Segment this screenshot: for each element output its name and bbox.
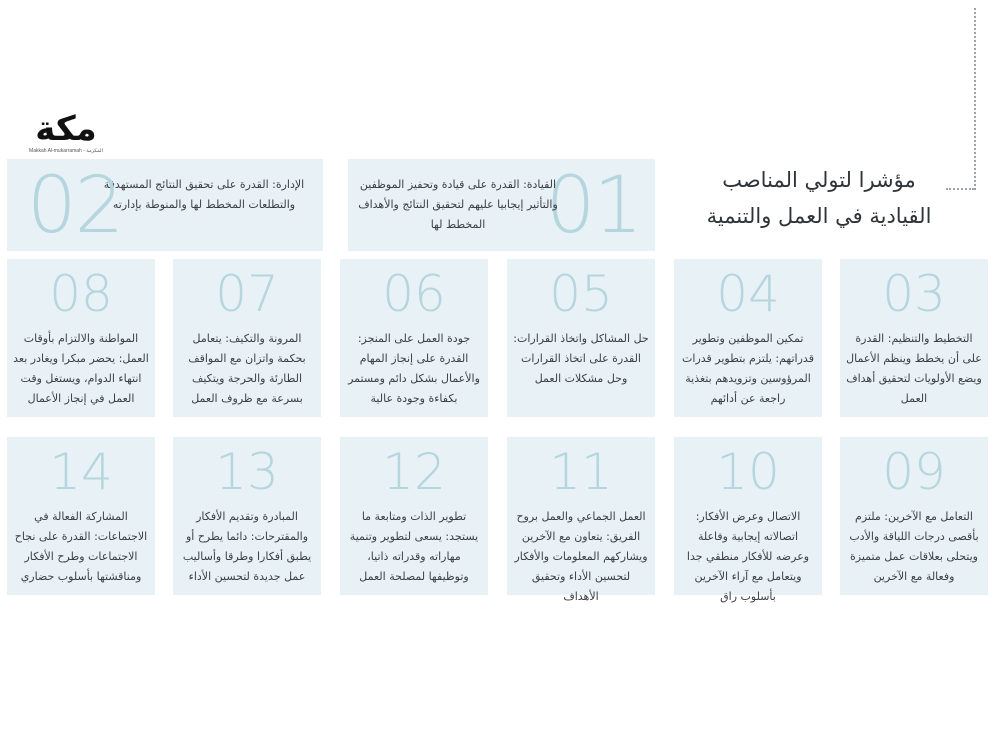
card-text: الإدارة: القدرة على تحقيق النتائج المستهدفة والتطلعات المخطط لها والمنوطة بإدارته xyxy=(103,178,305,211)
card-number: 10 xyxy=(716,443,780,501)
card-number: 08 xyxy=(49,265,113,323)
indicator-card-01 xyxy=(348,159,655,251)
card-number: 05 xyxy=(549,265,613,323)
card-number: 14 xyxy=(49,443,113,501)
indicator-card-09 xyxy=(840,437,988,595)
card-text: التخطيط والتنظيم: القدرة على أن يخطط وينظم الأعمال ويضع الأولويات لتحقيق أهداف العمل xyxy=(846,332,982,405)
indicator-card-13 xyxy=(173,437,321,595)
card-text: الاتصال وعرض الأفكار: اتصالاته إيجابية وفاعلة وعرضه للأفكار منطقي جدا ويتعامل مع آراء الآخرين بأسلوب راق xyxy=(686,510,810,603)
card-text: تطوير الذات ومتابعة ما يستجد: يسعى لتطوير وتنمية مهاراته وقدراته ذاتيا، وتوظيفها لمصلحة العمل xyxy=(349,510,479,583)
card-number: 09 xyxy=(882,443,946,501)
card-number: 13 xyxy=(215,443,279,501)
card-text: التعامل مع الآخرين: ملتزم بأقصى درجات اللياقة والأدب ويتحلى بعلاقات عمل متميزة وفعالة مع الآخرين xyxy=(849,510,979,583)
indicator-card-06 xyxy=(340,259,488,417)
decorative-dotted-line-corner xyxy=(946,188,974,190)
card-text: المبادرة وتقديم الأفكار والمقترحات: دائما يطرح أو يطبق أفكارا وطرقا وأساليب عمل جديدة لتحسين الأداء xyxy=(182,510,312,583)
card-text: حل المشاكل واتخاذ القرارات: القدرة على اتخاذ القرارات وحل مشكلات العمل xyxy=(513,332,649,385)
card-number: 06 xyxy=(382,265,446,323)
indicator-card-12 xyxy=(340,437,488,595)
infographic-title xyxy=(694,162,944,234)
card-number: 01 xyxy=(545,161,641,251)
indicator-card-05 xyxy=(507,259,655,417)
card-text: القيادة: القدرة على قيادة وتحفيز الموظفين والتأثير إيجابيا عليهم لتحقيق النتائج والأهداف المخطط لها xyxy=(358,178,558,231)
card-number: 04 xyxy=(716,265,780,323)
card-number: 02 xyxy=(27,161,123,251)
indicator-card-14 xyxy=(7,437,155,595)
logo-glyph: مكة xyxy=(35,109,97,149)
indicator-card-11 xyxy=(507,437,655,603)
indicator-card-02 xyxy=(7,159,323,251)
indicator-card-07 xyxy=(173,259,321,417)
card-number: 07 xyxy=(215,265,279,323)
card-text: جودة العمل على المنجز: القدرة على إنجاز المهام والأعمال بشكل دائم ومستمر بكفاءة وجودة عالية xyxy=(348,332,480,405)
card-number: 11 xyxy=(549,443,613,501)
makkah-logo xyxy=(22,109,110,158)
card-text: المرونة والتكيف: يتعامل بحكمة واتزان مع المواقف الطارئة والحرجة ويتكيف بسرعة مع ظروف العمل xyxy=(188,332,306,405)
logo-subtitle: Makkah Al-mukarramah - المكرمة xyxy=(29,148,103,154)
indicator-card-08 xyxy=(7,259,155,417)
indicator-card-03 xyxy=(840,259,988,417)
decorative-dotted-line xyxy=(974,8,976,190)
title-line-1: مؤشرا لتولي المناصب xyxy=(722,168,916,192)
card-text: المواطنة والالتزام بأوقات العمل: يحضر مبكرا ويغادر بعد انتهاء الدوام، ويستغل وقت العمل في إنجاز الأعمال xyxy=(13,332,149,405)
indicator-card-10 xyxy=(674,437,822,603)
card-text: المشاركة الفعالة في الاجتماعات: القدرة على نجاح الاجتماعات وطرح الأفكار ومناقشتها بأسلوب حضاري xyxy=(14,510,148,583)
title-line-2: القيادية في العمل والتنمية xyxy=(706,204,932,228)
card-number: 03 xyxy=(882,265,946,323)
card-text: تمكين الموظفين وتطوير قدراتهم: يلتزم بتطوير قدرات المرؤوسين وتزويدهم بتغذية راجعة عن أدائهم xyxy=(682,332,814,405)
card-number: 12 xyxy=(382,443,446,501)
indicator-card-04 xyxy=(674,259,822,417)
card-text: العمل الجماعي والعمل بروح الفريق: يتعاون مع الآخرين ويشاركهم المعلومات والأفكار لتحسين الأداء وتحقيق الأهداف xyxy=(514,510,648,603)
